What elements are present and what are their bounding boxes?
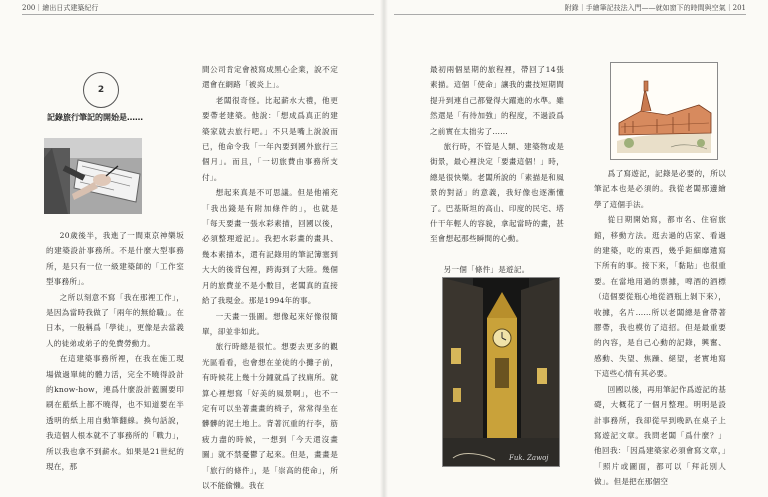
paragraph: 另一個「條件」是遊記。 [443, 265, 530, 275]
paragraph: 之所以刻意不寫「我在那裡工作」，是因為當時我做了「兩年的無給職」。在日本，一般稱爲「學徒」，更像是去當義人的徒弟或弟子的免費勞動力。 [46, 292, 184, 348]
right-page [384, 0, 768, 497]
chapter-number-badge: 2 [83, 72, 119, 108]
section-title: 記錄旅行筆記的開始是…… [47, 113, 143, 122]
svg-text:Fuk. Zawoj: Fuk. Zawoj [509, 454, 549, 462]
sketch-clock-tower [442, 277, 560, 467]
photo-illustration [44, 138, 142, 214]
running-header-right: 附錄｜手繪筆記技法入門——就如窗下的時間與空氣｜201 [564, 4, 746, 12]
paragraph: 從日期開始寫，都市名、住宿旅館，移動方法。逛去過的店家、看過的建築，吃的東西，幾乎鉅細靡遺寫下所有的事。接下來，「黏貼」也很重要。在當地用過的票據，啤酒的酒標（這個要從瓶心地從酒瓶上剝下來），收據，名片……所以老闆總是會帶著膠帶，我也模仿了這招。但是最重要的內容，是自己心動的記錄，興奮、感動、失望、焦躁、絕望，老實地寫下這些心情有其必要。 [594, 215, 726, 379]
book-gutter [380, 0, 388, 497]
paragraph: 旅行時總是很忙。想要去更多的觀光區看看，也會想在並徒的小攤子前，有時候花上幾十分鐘就爲了找廁所。就算心裡想寫「好美的風景啊」，也不一定有可以坐著畫畫的椅子，常常得坐在髒髒的泥土地上。背著沉重的行李，筋疲力盡的時候，一想到「今天還沒畫圖」就不禁憂鬱了起來。但是，畫畫是「旅行的條件」，是「崇高的使命」，所以不能偷懶。我在 [202, 342, 338, 490]
left-column-1 [46, 228, 184, 475]
right-column-1 [430, 62, 564, 278]
header-rule [394, 14, 746, 15]
header-rule [22, 14, 374, 15]
right-column-2 [594, 166, 726, 490]
running-header-left: 200｜繪出日式建築紀行 [22, 4, 99, 12]
paragraph: 間公司肯定會被寫成黑心企業，說不定還會在網路「被炎上」。 [202, 65, 338, 90]
paragraph: 爲了寫遊記，記錄是必要的，所以筆記本也是必須的。我從老闆那邊繪學了這個手法。 [594, 169, 726, 209]
paragraph: 20歲後半，我進了一間東京神樂坂的建築設計事務所。不是什麼大型事務所，是只有一位一級建築師的「工作室型事務所」。 [46, 231, 184, 287]
drawing-illustration [611, 63, 717, 159]
left-column-2 [202, 62, 338, 493]
paragraph: 老闆很奇怪。比起薪水大禮，他更要帶老建築。他說：「想成爲真正的建築家就去旅行吧。」不只是嘴上說說而已，他命令我「一年內要到國外旅行三個月」。而且，「一切旅費由事務所支付」。 [202, 95, 338, 182]
paragraph: 回國以後，再用筆記作爲遊記的基礎，大概花了一個月整理。明明是設計事務所，我卻從早到晚趴在桌子上寫遊記文章。我問老闆「爲什麼？」他回我：「因爲建築家必須會寫文章，」「照片或圖面，都可以「拜託別人做」。但是把在那個空 [594, 384, 726, 487]
paragraph: 在這建築事務所裡，在我在施工現場做過單純的體力活，完全不曉得設計的know-how，連爲什麼設計藍圖要印刷在藍紙上都不曉得，也不知道要在半透明的紙上用自動筆翻線。換句話說，我這個人根本就不了事務所的「戰力」，所以我也拿不到薪水。如果是21世紀的現在，那 [46, 354, 184, 472]
painting-illustration [443, 278, 559, 466]
paragraph: 旅行時，不管是人類、建築物或是街景，最心裡決定「要畫這個！」時，總是很快樂。老闆所說的「素描是和風景的對話」的意義，我好像也逐漸懂了。巴基斯坦的高山、印度的民宅、塔什干年輕人的容貌，拿起當時的畫，甚至會想起那些瞬間的心動。 [430, 142, 564, 244]
paragraph: 最初兩個星期的旅程裡，帶回了14張素描。這個「使命」讓我的畫技短期間提升到連自己都覺得大躍進的水準。雖然還是「有待加強」的程度，不過設爲之前實在太拙劣了…… [430, 65, 564, 136]
photo-person-sketching [44, 138, 142, 214]
paragraph: 想起來真是不可思議。但是他補充「我出錢是有附加條件的」，也就是「每天要畫一張水彩素描，回國以後，必須整理遊記」。我把水彩畫的畫具、幾本素描本，還有記錄用的筆記簿塞到大大的後背包裡，跨海到了大陸。幾個月的旅費並不是小數目，老闆真的直接給了我現金。那是1994年的事。 [202, 188, 338, 306]
sketch-hilltop-building [610, 62, 718, 160]
paragraph: 一天畫一張圖。想像起來好像很簡單，卻並非如此。 [202, 311, 338, 336]
